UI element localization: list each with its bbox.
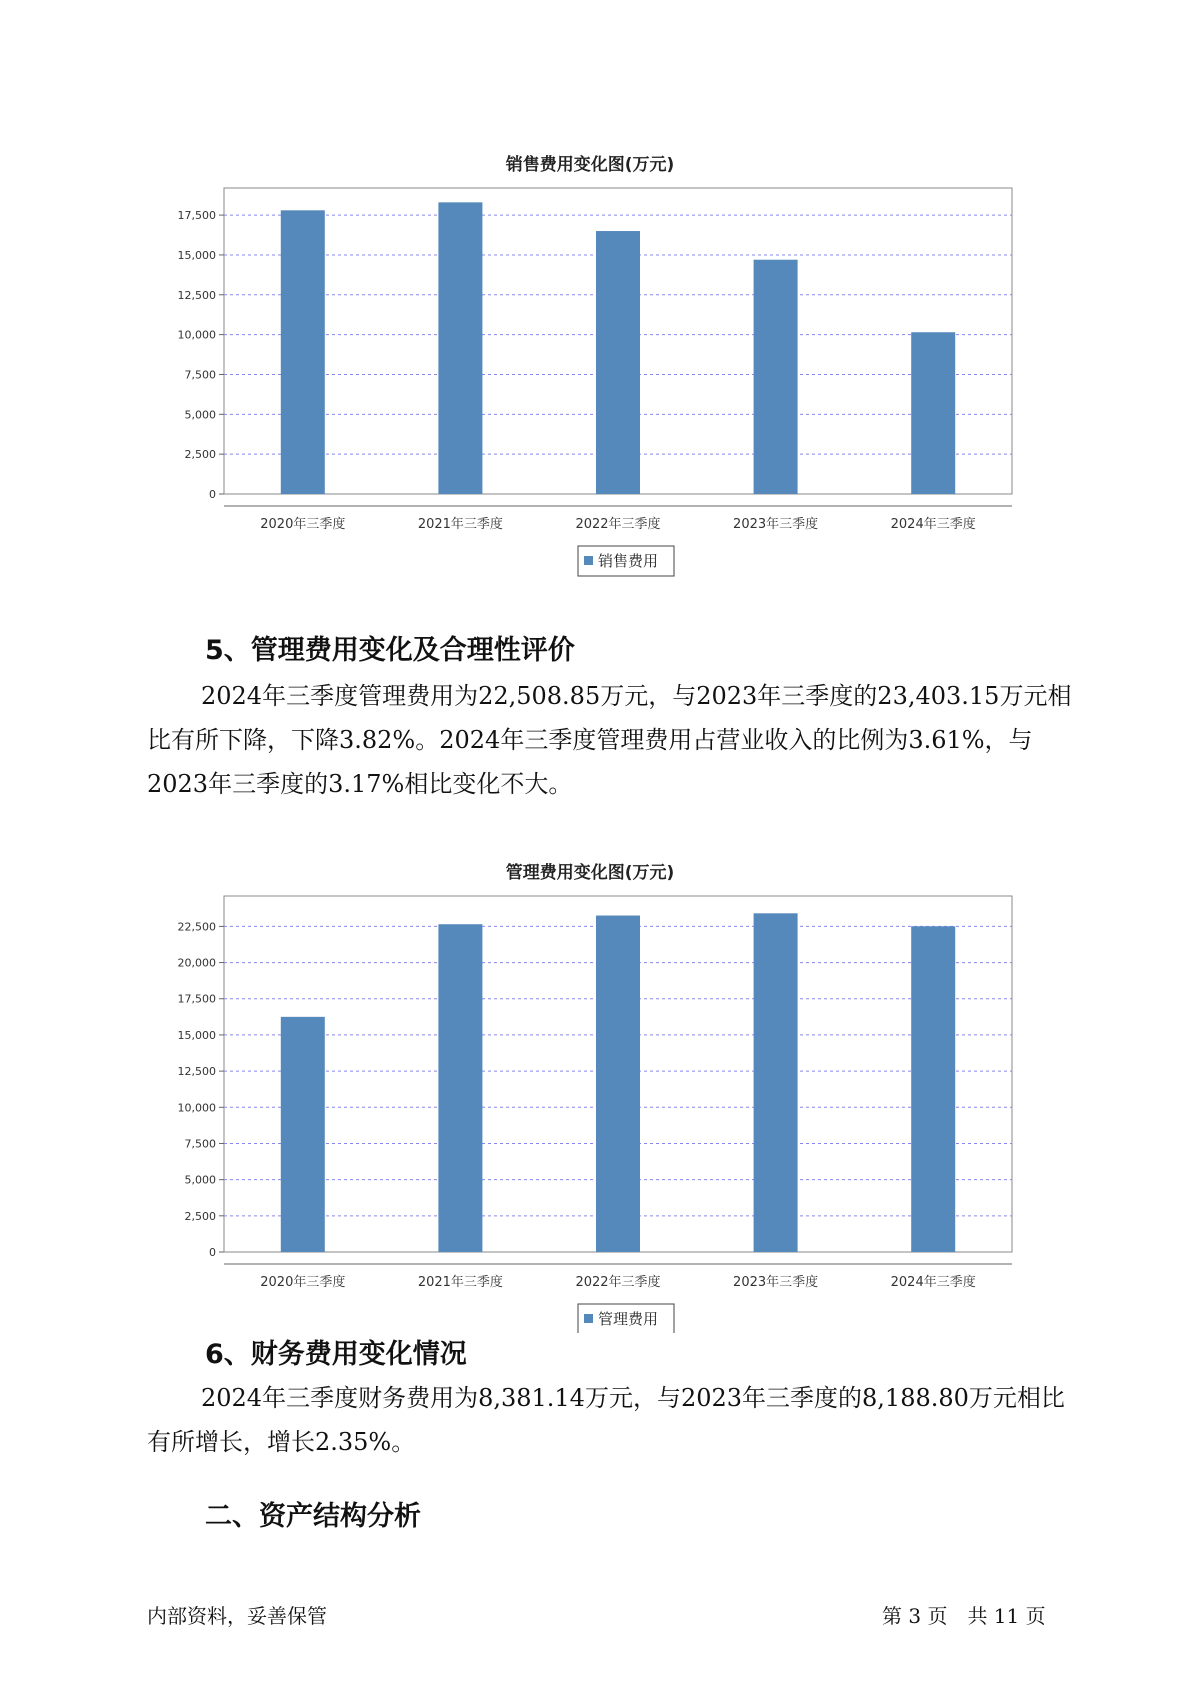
legend-label: 销售费用 [598,552,659,570]
y-tick-label: 5,000 [184,1173,216,1187]
bar [754,913,798,1252]
y-tick-label: 2,500 [184,448,216,462]
y-tick-label: 15,000 [177,248,216,262]
y-tick-label: 12,500 [177,288,216,302]
bar [438,202,482,494]
y-tick-label: 12,500 [177,1065,216,1079]
finance-expense-paragraph: 2024年三季度财务费用为8,381.14万元，与2023年三季度的8,188.80万元相比有所增长，增长2.35%。 [147,1384,1065,1456]
bar [596,916,640,1252]
y-tick-label: 15,000 [177,1028,216,1042]
y-tick-label: 2,500 [184,1209,216,1223]
footer-page-number: 第 3 页 共 11 页 [882,1604,1046,1628]
section-heading-asset-structure: 二、资产结构分析 [205,1501,421,1532]
x-tick-label: 2024年三季度 [890,1275,976,1290]
x-tick-label: 2022年三季度 [575,517,661,532]
y-tick-label: 5,000 [184,408,216,422]
bar [438,924,482,1252]
x-tick-label: 2020年三季度 [260,517,346,532]
legend-swatch [584,1314,593,1323]
x-tick-label: 2020年三季度 [260,1275,346,1290]
bar [281,210,325,494]
admin-expense-chart [160,848,1020,1328]
admin-expense-paragraph: 2024年三季度管理费用为22,508.85万元，与2023年三季度的23,403.15万元相比有所下降，下降3.82%。2024年三季度管理费用占营业收入的比例为3.61%，与2023年三季度的3.17%相比变化不大。 [147,682,1072,798]
legend-label: 管理费用 [598,1310,659,1328]
y-tick-label: 20,000 [177,956,216,970]
chart-title: 销售费用变化图(万元) [505,155,675,175]
x-tick-label: 2021年三季度 [417,517,503,532]
legend-swatch [584,556,593,565]
y-tick-label: 22,500 [177,920,216,934]
y-tick-label: 0 [209,488,216,501]
y-tick-label: 7,500 [184,368,216,382]
bar [281,1017,325,1252]
y-tick-label: 10,000 [177,328,216,342]
admin-expense-chart-svg [160,888,1020,1333]
x-tick-label: 2023年三季度 [733,517,819,532]
y-tick-label: 17,500 [177,209,216,223]
chart-title: 管理费用变化图(万元) [505,863,675,883]
bar [754,260,798,494]
section-heading-admin-expense: 5、管理费用变化及合理性评价 [205,635,575,666]
sales-expense-chart [160,140,1020,590]
sales-expense-chart-svg [160,180,1020,620]
bar [911,332,955,494]
y-tick-label: 17,500 [177,992,216,1006]
footer-confidential: 内部资料，妥善保管 [147,1604,327,1628]
y-tick-label: 10,000 [177,1101,216,1115]
section-heading-finance-expense: 6、财务费用变化情况 [205,1339,467,1370]
x-tick-label: 2022年三季度 [575,1275,661,1290]
y-tick-label: 0 [209,1246,216,1259]
bar [596,231,640,494]
y-tick-label: 7,500 [184,1137,216,1151]
x-tick-label: 2023年三季度 [733,1275,819,1290]
bar [911,926,955,1252]
x-tick-label: 2021年三季度 [417,1275,503,1290]
x-tick-label: 2024年三季度 [890,517,976,532]
